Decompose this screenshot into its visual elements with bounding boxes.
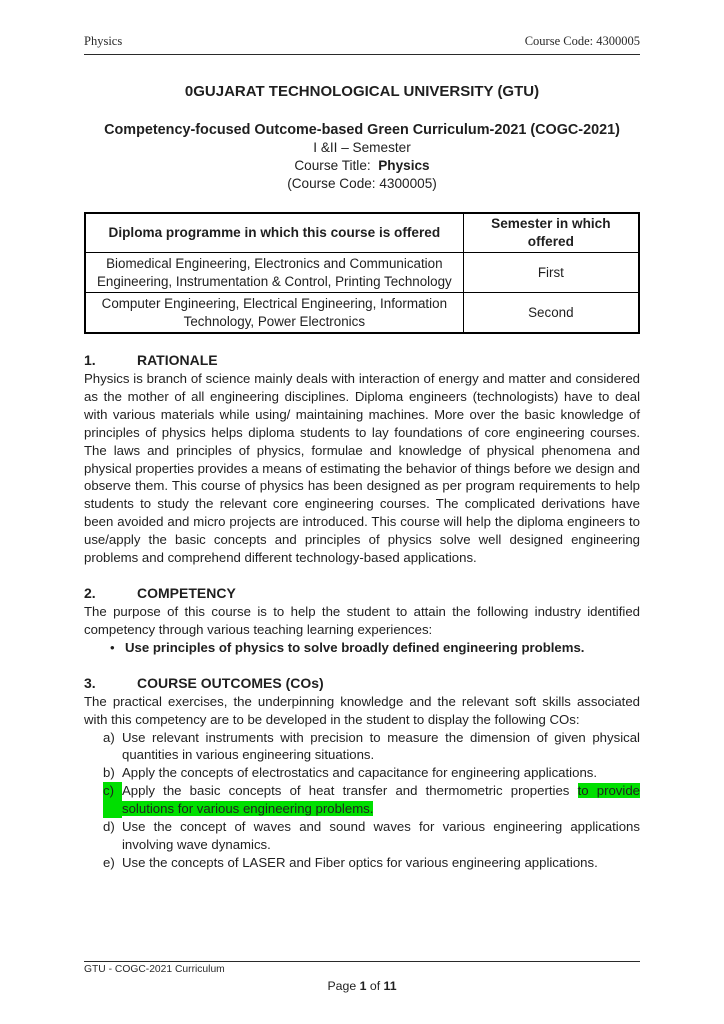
outcome-text-highlight: to provide solutions for various engineering problems.: [122, 783, 640, 817]
outcome-text: Apply the concepts of electrostatics and capacitance for engineering applications.: [122, 765, 598, 781]
bullet-icon: •: [110, 639, 115, 655]
section-number: 3.: [84, 674, 96, 691]
title-block: [84, 83, 640, 193]
outcome-item-e: [103, 854, 640, 872]
course-title-value: Physics: [378, 158, 430, 173]
rationale-paragraph: Physics is branch of science mainly deals with interaction of energy and matter and considered as the mother of all engineering disciplines. Diploma engineers (technologists) have to deal with various materials while using/ maintaining machines. More over the basic knowledge of principles of physics helps diploma students to lay foundations of core engineering courses. The laws and principles of physics, formulae and knowledge of physical phenomena and physical properties provides a means of estimating the behavior of things before we design and observe them. This course of physics has been designed as per program requirements to help students to study the relevant core engineering courses. The complicated derivations have been avoided and micro projects are introduced. This course will help the diploma engineers to use/apply the basic concepts and principles of physics solve well designed engineering problems and comprehend different technology-based applications.: [84, 371, 640, 566]
course-code-line: (Course Code: 4300005): [287, 176, 437, 191]
of-word: of: [369, 979, 381, 993]
footer-page-number: [84, 979, 640, 993]
table-header-semester: Semester in which offered: [463, 213, 639, 253]
footer-divider: [84, 961, 640, 962]
outcome-marker: d): [103, 819, 115, 835]
outcome-marker: e): [103, 854, 115, 870]
footer-curriculum-label: GTU - COGC-2021 Curriculum: [84, 964, 225, 975]
outcome-item-b: [103, 764, 640, 782]
section-title: RATIONALE: [137, 352, 218, 368]
page-header: [84, 0, 640, 55]
header-course-code: Course Code: 4300005: [524, 34, 640, 48]
course-outcomes-list: [84, 729, 640, 872]
outcome-marker-highlighted: c): [103, 782, 122, 818]
university-title: 0GUJARAT TECHNOLOGICAL UNIVERSITY (GTU): [184, 83, 540, 100]
table-row: [85, 293, 639, 334]
semester-cell: Second: [463, 293, 639, 334]
section-title: COURSE OUTCOMES (COs): [137, 674, 324, 691]
competency-bullet: [110, 639, 640, 657]
section-heading-competency: [84, 584, 640, 602]
section-heading-rationale: [84, 351, 640, 369]
header-course-name: Physics: [84, 34, 123, 48]
curriculum-title: Competency-focused Outcome-based Green Curriculum-2021 (COGC-2021): [104, 122, 620, 138]
section-number: 2.: [84, 584, 96, 601]
offering-table: [84, 212, 640, 334]
outcome-item-a: [103, 729, 640, 765]
outcome-marker: a): [103, 729, 115, 745]
outcome-marker: b): [103, 765, 115, 781]
competency-paragraph: The purpose of this course is to help the student to attain the following industry identified competency through various teaching learning experiences:: [84, 603, 640, 637]
table-header-row: [85, 213, 639, 253]
competency-bullet-text: Use principles of physics to solve broadly defined engineering problems.: [125, 639, 585, 655]
course-outcomes-paragraph: The practical exercises, the underpinning knowledge and the relevant soft skills associated with this competency are to be developed in the student to display the following COs:: [84, 693, 640, 727]
course-title-label: Course Title:: [294, 158, 371, 173]
semester-cell: First: [463, 253, 639, 293]
page-word: Page: [327, 979, 357, 993]
course-title-line: [84, 157, 640, 175]
outcome-text: [122, 782, 640, 818]
outcome-text: Use the concepts of LASER and Fiber optics for various engineering applications.: [122, 854, 598, 870]
page-number-value: 1: [359, 979, 367, 993]
section-heading-course-outcomes: [84, 674, 640, 692]
outcome-text: Use relevant instruments with precision to measure the dimension of given physical quantities in various engineering situations.: [122, 729, 640, 763]
outcome-item-c: [103, 782, 640, 818]
outcome-item-d: [103, 818, 640, 854]
outcome-text-plain: Apply the basic concepts of heat transfer and thermometric properties: [122, 783, 578, 799]
section-number: 1.: [84, 352, 96, 368]
programme-cell: Computer Engineering, Electrical Engineering, Information Technology, Power Electronics: [85, 293, 463, 334]
table-header-programme: Diploma programme in which this course is offered: [85, 213, 463, 253]
page-total-value: 11: [383, 979, 397, 993]
outcome-text: Use the concept of waves and sound waves for various engineering applications involving wave dynamics.: [122, 819, 640, 852]
semester-line: I &II – Semester: [313, 140, 411, 155]
page-footer: [84, 961, 640, 993]
programme-cell: Biomedical Engineering, Electronics and Communication Engineering, Instrumentation & Control, Printing Technology: [85, 253, 463, 293]
table-row: [85, 253, 639, 293]
section-title: COMPETENCY: [137, 584, 236, 601]
